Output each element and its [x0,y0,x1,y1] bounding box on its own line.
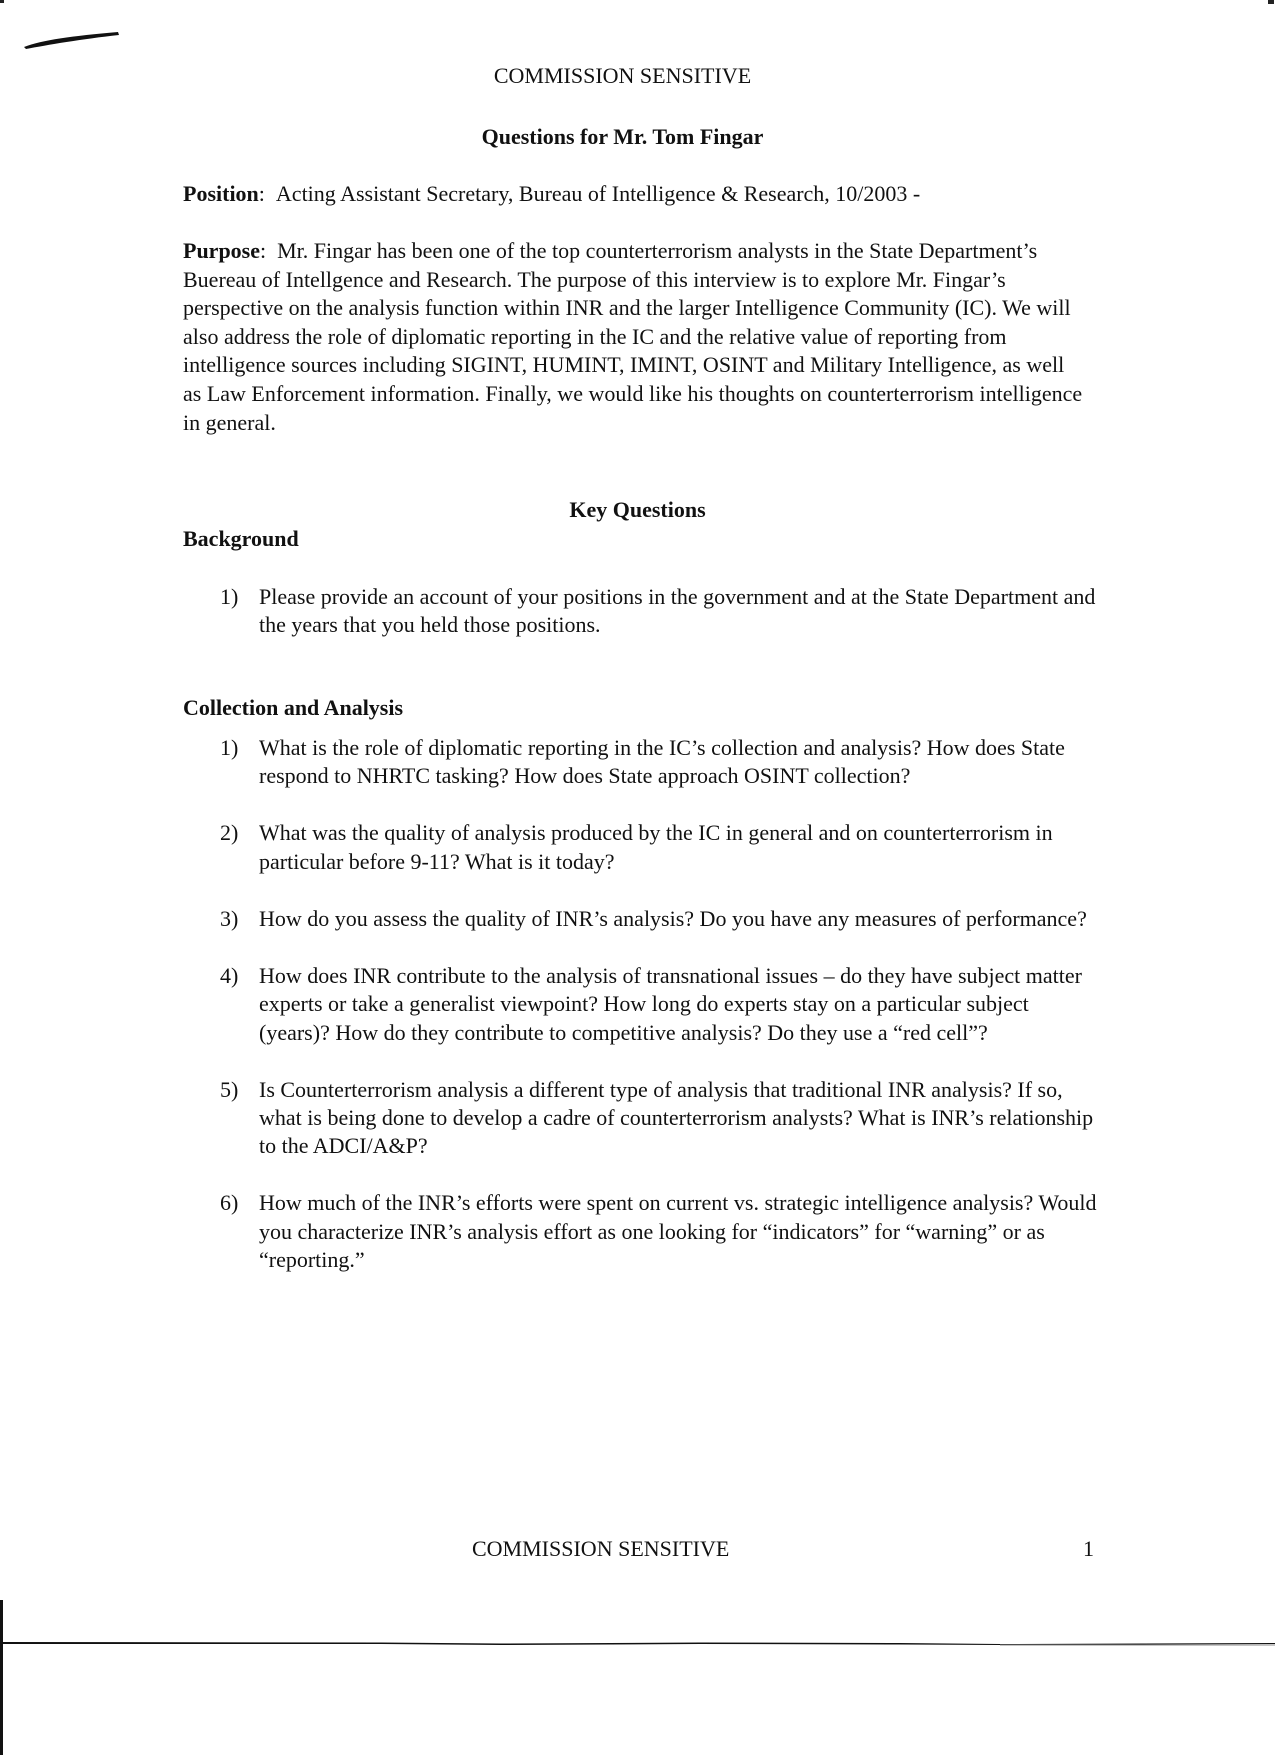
page-number: 1 [1083,1536,1094,1561]
question-text: How much of the INR’s efforts were spent on current vs. strategic intelligence analysis? Would you characterize INR’s analysis effort as one looking for “indicators” for “warning” or as “reporting.” [259,1190,1097,1273]
scan-corner-mark [1268,0,1274,4]
question-number: 1) [220,584,239,609]
position-label: Position [183,181,259,206]
question-text: How do you assess the quality of INR’s analysis? Do you have any measures of performance? [259,905,1087,931]
key-questions-heading [0,497,1275,523]
background-question-list [183,583,1103,640]
question-number: 5) [220,1076,239,1102]
scan-corner-mark [0,0,4,3]
position-colon: : [258,181,276,206]
question-number: 2) [220,820,239,846]
question-text: What was the quality of analysis produced by the IC in general and on counterterrorism in particular before 9-11? What is it today? [259,820,1053,874]
collection-analysis-question-list [183,734,1103,1303]
question-text: Please provide an account of your positions in the government and at the State Department and the years that you held those positions. [259,584,1096,638]
question-item [183,962,1103,1047]
header-classification-text: COMMISSION SENSITIVE [493,63,752,88]
question-text: What is the role of diplomatic reporting in the IC’s collection and analysis? How does State respond to NHRTC tasking? How does State approach OSINT collection? [259,735,1065,789]
section-heading-collection-analysis: Collection and Analysis [183,695,404,720]
purpose-label: Purpose [183,238,260,263]
question-number: 3) [220,905,239,931]
question-number: 1) [220,735,239,760]
question-item [183,1189,1103,1274]
section-heading-background: Background [183,526,299,551]
question-text: How does INR contribute to the analysis of transnational issues – do they have subject matter experts or take a generalist viewpoint? How long do experts stay on a particular subject (years)? How do they contribute to competitive analysis? Do they use a “red cell”? [259,962,1082,1045]
scan-edge-line [0,1640,1275,1646]
purpose-colon: : [260,238,278,263]
footer-classification: COMMISSION SENSITIVE [472,1536,730,1561]
page-title-text: Questions for Mr. Tom Fingar [481,124,764,149]
question-item [183,819,1103,876]
scan-edge-line [0,1600,3,1755]
page-title [0,124,1275,150]
question-item [183,734,1103,791]
key-questions-heading-text: Key Questions [569,497,706,522]
position-field [183,180,1083,209]
header-classification [0,63,1275,89]
question-item [183,905,1103,933]
question-number: 4) [220,962,239,988]
pen-mark-icon [22,30,120,50]
question-text: Is Counterterrorism analysis a different type of analysis that traditional INR analysis? If so, what is being done to develop a cadre of counterterrorism analysts? What is INR’s relationship to the ADCI/A&P? [259,1076,1094,1159]
question-item [183,1076,1103,1161]
purpose-field [183,237,1083,437]
question-number: 6) [220,1190,239,1216]
question-item [183,583,1103,640]
position-value: Acting Assistant Secretary, Bureau of Intelligence & Research, 10/2003 - [275,181,921,206]
purpose-value: Mr. Fingar has been one of the top counterterrorism analysts in the State Department’s Buereau of Intellgence and Research. The purpose of this interview is to explore Mr. Fingar’s perspective on the analysis function within INR and the larger Intelligence Community (IC). We will also address the role of diplomatic reporting in the IC and the relative value of reporting from intelligence sources including SIGINT, HUMINT, IMINT, OSINT and Military Intelligence, as well as Law Enforcement information. Finally, we would like his thoughts on counterterrorism intelligence in general. [183,238,1083,435]
